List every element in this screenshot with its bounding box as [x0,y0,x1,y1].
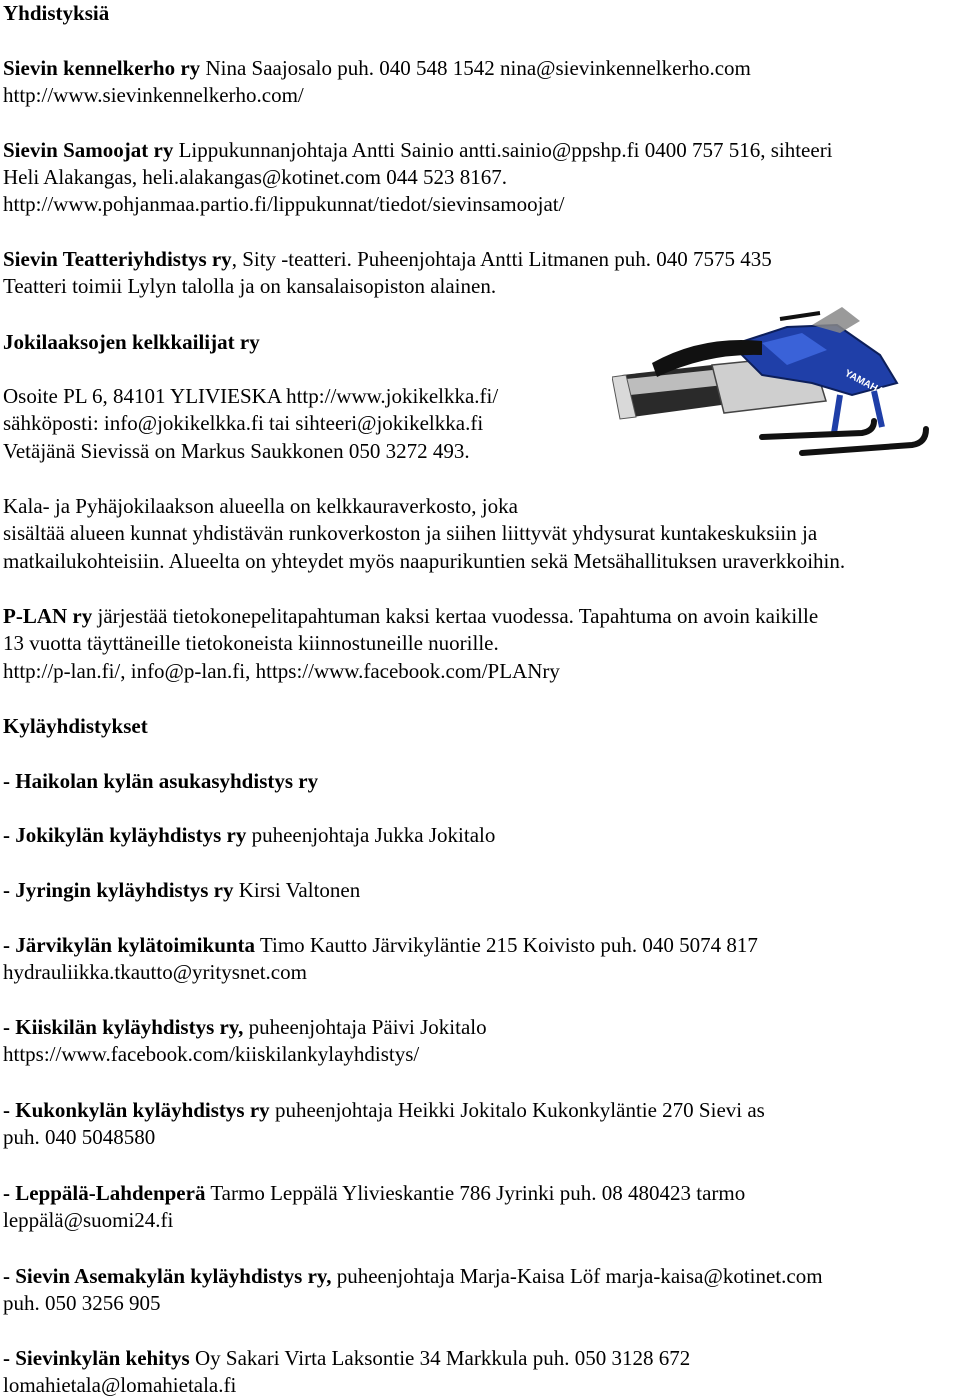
village-sievinkyla-name: - Sievinkylän kehitys [3,1346,190,1370]
snowmobile-brand-text: YAMAHA [842,367,886,398]
village-jarvikyla-name: - Järvikylän kylätoimikunta [3,933,256,957]
snowmobile-photo [612,305,932,465]
village-leppala-email: leppälä@suomi24.fi [3,1208,174,1232]
village-kiiskila-link: https://www.facebook.com/kiiskilankylayhdistys/ [3,1042,420,1066]
kennelkerho-website: http://www.sievinkennelkerho.com/ [3,83,304,107]
village-asemakyla-text: puheenjohtaja Marja-Kaisa Löf marja-kaisa@kotinet.com [331,1264,823,1288]
section-heading-associations: Yhdistyksiä [3,1,110,25]
samoojat-contact: Lippukunnanjohtaja Antti Sainio antti.sainio@ppshp.fi 0400 757 516, sihteeri [173,138,833,162]
plan-line2: 13 vuotta täyttäneille tietokoneista kiinnostuneille nuorille. [3,631,499,655]
plan-name: P-LAN ry [3,604,93,628]
plan-line1 [3,603,818,630]
village-kukonkyla-text: puheenjohtaja Heikki Jokitalo Kukonkyläntie 270 Sievi as [269,1098,765,1122]
kelkkailijat-email: sähköposti: info@jokikelkka.fi tai sihteeri@jokikelkka.fi [3,411,484,435]
teatteri-line1 [3,246,772,273]
samoojat-line1 [3,137,833,164]
kelkkailijat-name: Jokilaaksojen kelkkailijat ry [3,330,260,354]
village-sievinkyla-email: lomahietala@lomahietala.fi [3,1373,237,1397]
section-heading-village: Kyläyhdistykset [3,714,148,738]
kelkkailijat-paragraph-line2: sisältää alueen kunnat yhdistävän runkoverkoston ja siihen liittyvät yhdysurat kuntakeskuksiin ja [3,521,818,545]
village-asemakyla [3,1263,823,1290]
samoojat-website: http://www.pohjanmaa.partio.fi/lippukunnat/tiedot/sievinsamoojat/ [3,192,565,216]
village-asemakyla-name: - Sievin Asemakylän kyläyhdistys ry, [3,1264,332,1288]
kelkkailijat-paragraph-line3: matkailukohteisiin. Alueelta on yhteydet myös naapurikuntien sekä Metsähallituksen uraverkkoihin. [3,549,846,573]
village-jokikyla-text: puheenjohtaja Jukka Jokitalo [246,823,496,847]
teatteri-line2: Teatteri toimii Lylyn talolla ja on kansalaisopiston alainen. [3,274,497,298]
village-jyringin [3,877,360,904]
village-kukonkyla-phone: puh. 040 5048580 [3,1125,156,1149]
village-sievinkyla-text: Oy Sakari Virta Laksontie 34 Markkula puh. 050 3128 672 [189,1346,691,1370]
kelkkailijat-contact: Vetäjänä Sievissä on Markus Saukkonen 050 3272 493. [3,439,470,463]
teatteri-contact: , Sity -teatteri. Puheenjohtaja Antti Litmanen puh. 040 7575 435 [231,247,772,271]
village-leppala-text: Tarmo Leppälä Ylivieskantie 786 Jyrinki puh. 08 480423 tarmo [205,1181,746,1205]
kelkkailijat-address: Osoite PL 6, 84101 YLIVIESKA http://www.jokikelkka.fi/ [3,384,499,408]
village-leppala-name: - Leppälä-Lahdenperä [3,1181,206,1205]
plan-description: järjestää tietokonepelitapahtuman kaksi kertaa vuodessa. Tapahtuma on avoin kaikille [92,604,819,628]
kennelkerho-line1 [3,55,751,82]
kennelkerho-contact: Nina Saajosalo puh. 040 548 1542 nina@sievinkennelkerho.com [200,56,751,80]
kennelkerho-name: Sievin kennelkerho ry [3,56,201,80]
village-jarvikyla [3,932,758,959]
village-kukonkyla [3,1097,765,1124]
village-kukonkyla-name: - Kukonkylän kyläyhdistys ry [3,1098,270,1122]
village-asemakyla-phone: puh. 050 3256 905 [3,1291,161,1315]
village-jarvikyla-text: Timo Kautto Järvikyläntie 215 Koivisto puh. 040 5074 817 [255,933,758,957]
village-jyringin-name: - Jyringin kyläyhdistys ry [3,878,234,902]
village-haikola [3,768,318,795]
village-sievinkyla [3,1345,690,1372]
teatteri-name: Sievin Teatteriyhdistys ry [3,247,232,271]
village-jokikyla [3,822,495,849]
village-jarvikyla-email: hydrauliikka.tkautto@yritysnet.com [3,960,307,984]
village-kiiskila [3,1014,487,1041]
village-jyringin-text: Kirsi Valtonen [233,878,361,902]
samoojat-line2: Heli Alakangas, heli.alakangas@kotinet.com 044 523 8167. [3,165,507,189]
samoojat-name: Sievin Samoojat ry [3,138,174,162]
kelkkailijat-paragraph-line1: Kala- ja Pyhäjokilaakson alueella on kelkkauraverkosto, joka [3,494,518,518]
plan-links: http://p-lan.fi/, info@p-lan.fi, https://www.facebook.com/PLANry [3,659,560,683]
village-kiiskila-text: puheenjohtaja Päivi Jokitalo [243,1015,487,1039]
village-kiiskila-name: - Kiiskilän kyläyhdistys ry, [3,1015,244,1039]
village-jokikyla-name: - Jokikylän kyläyhdistys ry [3,823,247,847]
village-leppala [3,1180,745,1207]
village-haikola-name: - Haikolan kylän asukasyhdistys ry [3,769,319,793]
